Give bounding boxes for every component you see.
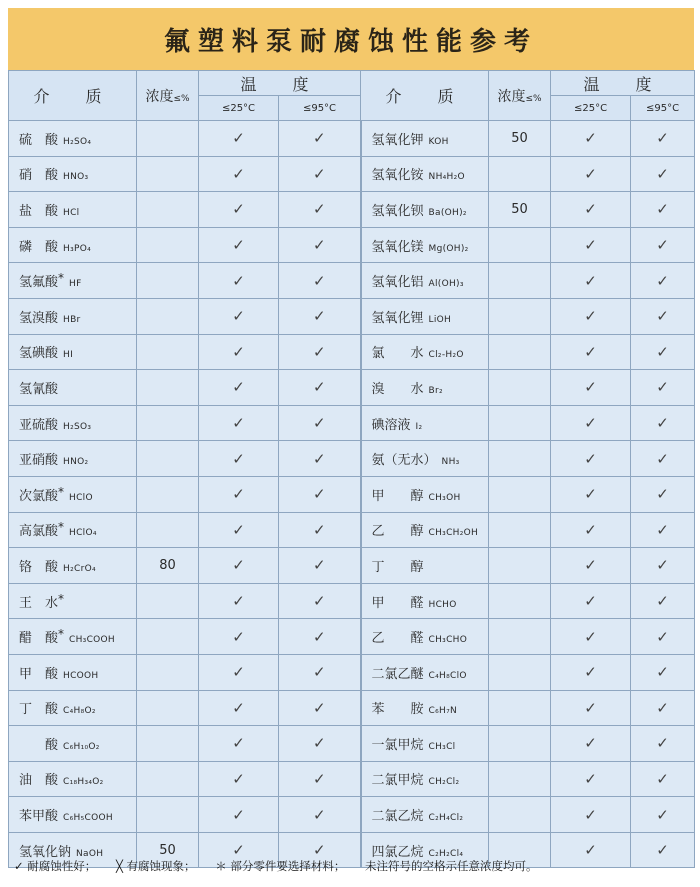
check-25c-cell: ✓ (199, 654, 279, 690)
medium-name: 丁 醇 (371, 559, 424, 575)
temperature-header-left: 温 度 (199, 71, 361, 96)
check-95c-cell: ✓ (279, 797, 361, 833)
concentration-cell (137, 192, 199, 228)
medium-name-cell (361, 441, 489, 477)
concentration-cell (489, 334, 551, 370)
check-25c-cell: ✓ (199, 405, 279, 441)
concentration-cell (489, 690, 551, 726)
concentration-cell (137, 298, 199, 334)
medium-name-cell (9, 619, 137, 655)
check-95c-cell: ✓ (631, 370, 695, 406)
concentration-cell (489, 370, 551, 406)
concentration-cell (489, 761, 551, 797)
table-body (9, 121, 695, 868)
temp-high-header-left: ≤95°C (279, 96, 361, 121)
medium-name-cell (9, 405, 137, 441)
concentration-cell (489, 654, 551, 690)
medium-name-cell (9, 690, 137, 726)
medium-name: 铬 酸 (19, 559, 59, 575)
chemical-formula: CH₃Cl (428, 741, 456, 752)
medium-name-cell (361, 121, 489, 157)
check-95c-cell: ✓ (279, 690, 361, 726)
table-row (9, 192, 695, 228)
check-95c-cell: ✓ (631, 405, 695, 441)
concentration-cell (489, 263, 551, 299)
check-95c-cell: ✓ (631, 548, 695, 584)
check-95c-cell: ✓ (631, 476, 695, 512)
check-95c-cell: ✓ (631, 654, 695, 690)
check-25c-cell: ✓ (551, 334, 631, 370)
concentration-cell (137, 263, 199, 299)
medium-name-cell (9, 298, 137, 334)
medium-name: 二氯甲烷 (371, 773, 424, 789)
check-95c-cell: ✓ (279, 334, 361, 370)
check-25c-cell: ✓ (551, 726, 631, 762)
legend-blank-note: 未注符号的空格示任意浓度均可。 (365, 859, 538, 873)
chemical-formula: HClO₄ (69, 528, 97, 539)
check-95c-cell: ✓ (631, 334, 695, 370)
check-25c-cell: ✓ (551, 227, 631, 263)
medium-name-cell (9, 583, 137, 619)
table-row (9, 227, 695, 263)
check-25c-cell: ✓ (199, 263, 279, 299)
check-25c-cell: ✓ (199, 690, 279, 726)
chemical-formula: I₂ (415, 421, 423, 432)
chemical-formula: C₄H₈O₂ (63, 706, 96, 717)
check-95c-cell: ✓ (279, 370, 361, 406)
medium-name: 一氯甲烷 (371, 737, 424, 753)
medium-name-cell (361, 227, 489, 263)
check-25c-cell: ✓ (551, 619, 631, 655)
chemical-formula: H₂SO₃ (63, 421, 92, 432)
medium-name-cell (9, 441, 137, 477)
medium-name: 氢氧化镁 (371, 239, 424, 255)
chemical-formula: CH₃OH (428, 492, 461, 503)
concentration-cell (137, 619, 199, 655)
chemical-formula: C₁₈H₃₄O₂ (63, 777, 104, 788)
check-95c-cell: ✓ (279, 192, 361, 228)
asterisk-mark: * (58, 271, 65, 286)
chemical-formula: Cl₂-H₂O (428, 350, 464, 361)
check-95c-cell: ✓ (279, 227, 361, 263)
check-25c-cell: ✓ (199, 156, 279, 192)
check-25c-cell: ✓ (199, 726, 279, 762)
check-25c-cell: ✓ (551, 192, 631, 228)
medium-name-cell (9, 761, 137, 797)
concentration-cell (137, 761, 199, 797)
table-row (9, 654, 695, 690)
check-25c-cell: ✓ (551, 548, 631, 584)
check-25c-cell: ✓ (199, 121, 279, 157)
medium-name-cell (361, 797, 489, 833)
table-row (9, 797, 695, 833)
medium-name-cell (9, 334, 137, 370)
check-25c-cell: ✓ (199, 441, 279, 477)
medium-name-cell (9, 263, 137, 299)
medium-name-cell (9, 797, 137, 833)
medium-name: 硝 酸 (19, 168, 59, 184)
table-row (9, 761, 695, 797)
chemical-formula: HCl (63, 207, 80, 218)
medium-name: 氯 水 (371, 346, 424, 362)
medium-name: 苯甲酸 (19, 809, 59, 825)
check-25c-cell: ✓ (199, 548, 279, 584)
check-95c-cell: ✓ (631, 832, 695, 868)
chemical-formula: NH₃ (441, 457, 460, 468)
check-25c-cell: ✓ (551, 512, 631, 548)
chemical-formula: HCHO (428, 599, 457, 610)
medium-name-cell (9, 726, 137, 762)
medium-name: 甲 醛 (371, 595, 424, 611)
check-95c-cell: ✓ (279, 619, 361, 655)
medium-name: 氢氰酸 (19, 381, 59, 397)
medium-name: 氢氧化铝 (371, 275, 424, 291)
table-row (9, 583, 695, 619)
medium-name-cell (9, 548, 137, 584)
medium-name: 氢氟酸 (19, 275, 59, 291)
check-95c-cell: ✓ (631, 298, 695, 334)
check-25c-cell: ✓ (551, 298, 631, 334)
check-95c-cell: ✓ (279, 263, 361, 299)
medium-name-cell (361, 263, 489, 299)
medium-header-left: 介 质 (9, 71, 137, 121)
concentration-header-left: 浓度≤% (137, 71, 199, 121)
check-95c-cell: ✓ (631, 583, 695, 619)
concentration-cell (489, 548, 551, 584)
medium-name-cell (361, 370, 489, 406)
check-95c-cell: ✓ (631, 690, 695, 726)
concentration-cell (489, 156, 551, 192)
check-25c-cell: ✓ (551, 405, 631, 441)
check-95c-cell: ✓ (631, 263, 695, 299)
concentration-cell: 80 (137, 548, 199, 584)
medium-name-cell (9, 654, 137, 690)
medium-name: 四氯乙烷 (371, 844, 424, 860)
concentration-cell (137, 227, 199, 263)
check-95c-cell: ✓ (279, 476, 361, 512)
medium-name: 高氯酸 (19, 524, 59, 540)
concentration-cell (489, 227, 551, 263)
check-25c-cell: ✓ (199, 583, 279, 619)
check-95c-cell: ✓ (279, 548, 361, 584)
chemical-formula: C₆H₇N (428, 706, 458, 717)
concentration-cell (489, 619, 551, 655)
legend-resistant: ✓ 耐腐蚀性好； (14, 859, 97, 873)
check-95c-cell: ✓ (279, 761, 361, 797)
chemical-formula: Mg(OH)₂ (428, 243, 469, 254)
concentration-cell (137, 512, 199, 548)
medium-name: 次氯酸 (19, 488, 59, 504)
table-row (9, 298, 695, 334)
concentration-cell (489, 405, 551, 441)
medium-name: 氢氧化锂 (371, 310, 424, 326)
legend (14, 858, 694, 874)
check-25c-cell: ✓ (551, 370, 631, 406)
medium-name: 乙 醇 (371, 524, 424, 540)
check-95c-cell: ✓ (631, 761, 695, 797)
check-25c-cell: ✓ (199, 512, 279, 548)
check-95c-cell: ✓ (631, 227, 695, 263)
check-25c-cell: ✓ (551, 832, 631, 868)
table-row (9, 619, 695, 655)
table-row (9, 726, 695, 762)
check-95c-cell: ✓ (631, 441, 695, 477)
table-row (9, 512, 695, 548)
table-row (9, 441, 695, 477)
table-row (9, 263, 695, 299)
temp-high-header-right: ≤95°C (631, 96, 695, 121)
check-25c-cell: ✓ (199, 761, 279, 797)
check-95c-cell: ✓ (631, 156, 695, 192)
concentration-cell (489, 476, 551, 512)
medium-name-cell (361, 512, 489, 548)
check-95c-cell: ✓ (631, 726, 695, 762)
concentration-cell: 50 (137, 832, 199, 868)
asterisk-mark: * (58, 520, 65, 535)
medium-name: 醋 酸 (19, 631, 59, 647)
medium-name: 氢氧化钡 (371, 203, 424, 219)
concentration-cell (489, 441, 551, 477)
concentration-cell: 50 (489, 121, 551, 157)
chemical-formula: Br₂ (428, 385, 443, 396)
medium-name: 硫 酸 (19, 132, 59, 148)
medium-name: 苯 胺 (371, 702, 424, 718)
concentration-header-right: 浓度≤% (489, 71, 551, 121)
concentration-cell (489, 797, 551, 833)
medium-name-cell (9, 476, 137, 512)
medium-name-cell (361, 690, 489, 726)
check-95c-cell: ✓ (279, 726, 361, 762)
check-25c-cell: ✓ (199, 334, 279, 370)
medium-name: 氢氧化钾 (371, 132, 424, 148)
concentration-cell (137, 334, 199, 370)
medium-name: 氨（无水） (371, 453, 437, 469)
temp-low-header-left: ≤25°C (199, 96, 279, 121)
medium-name-cell (9, 370, 137, 406)
check-95c-cell: ✓ (631, 797, 695, 833)
concentration-cell (137, 156, 199, 192)
corrosion-table (8, 70, 695, 868)
concentration-cell (137, 654, 199, 690)
table-row (9, 405, 695, 441)
check-95c-cell: ✓ (631, 512, 695, 548)
medium-name: 王 水 (19, 595, 59, 611)
chemical-formula: LiOH (428, 314, 452, 325)
table-row (9, 548, 695, 584)
concentration-cell (489, 298, 551, 334)
concentration-cell (137, 726, 199, 762)
check-25c-cell: ✓ (199, 370, 279, 406)
check-25c-cell: ✓ (199, 476, 279, 512)
check-25c-cell: ✓ (551, 690, 631, 726)
concentration-cell (137, 690, 199, 726)
asterisk-mark: * (58, 627, 65, 642)
medium-name: 氢氧化铵 (371, 168, 424, 184)
chemical-formula: C₆H₅COOH (63, 813, 113, 824)
check-25c-cell: ✓ (551, 441, 631, 477)
chemical-formula: H₃PO₄ (63, 243, 92, 254)
medium-name: 氢碘酸 (19, 346, 59, 362)
check-25c-cell: ✓ (551, 654, 631, 690)
table-row (9, 334, 695, 370)
concentration-cell: 50 (489, 192, 551, 228)
check-25c-cell: ✓ (551, 156, 631, 192)
concentration-cell (489, 512, 551, 548)
check-95c-cell: ✓ (279, 441, 361, 477)
page-title: 氟塑料泵耐腐蚀性能参考 (163, 26, 538, 57)
check-95c-cell: ✓ (631, 121, 695, 157)
check-25c-cell: ✓ (199, 192, 279, 228)
medium-name-cell (361, 619, 489, 655)
check-95c-cell: ✓ (279, 654, 361, 690)
concentration-cell (137, 405, 199, 441)
check-95c-cell: ✓ (279, 832, 361, 868)
check-25c-cell: ✓ (199, 619, 279, 655)
check-25c-cell: ✓ (551, 121, 631, 157)
check-95c-cell: ✓ (279, 121, 361, 157)
medium-name: 丁 酸 (19, 702, 59, 718)
medium-name: 溴 水 (371, 381, 424, 397)
chemical-formula: HNO₂ (63, 457, 89, 468)
table-row (9, 690, 695, 726)
chemical-formula: CH₂Cl₂ (428, 777, 460, 788)
chemical-formula: HNO₃ (63, 172, 89, 183)
chemical-formula: HBr (63, 314, 81, 325)
medium-name: 二氯乙醚 (371, 666, 424, 682)
medium-header-right: 介 质 (361, 71, 489, 121)
medium-name-cell (9, 512, 137, 548)
medium-name-cell (9, 227, 137, 263)
check-95c-cell: ✓ (279, 405, 361, 441)
chemical-formula: C₂H₂Cl₄ (428, 848, 464, 859)
medium-name-cell (361, 192, 489, 228)
concentration-cell (137, 441, 199, 477)
medium-name-cell (361, 476, 489, 512)
table-row (9, 121, 695, 157)
legend-corroded: ╳ 有腐蚀现象； (115, 859, 196, 873)
check-95c-cell: ✓ (279, 156, 361, 192)
chemical-formula: C₂H₄Cl₂ (428, 813, 464, 824)
medium-name-cell (361, 761, 489, 797)
check-25c-cell: ✓ (551, 761, 631, 797)
chemical-formula: NH₄H₂O (428, 172, 465, 183)
chemical-formula: Ba(OH)₂ (428, 207, 467, 218)
medium-name-cell (9, 121, 137, 157)
chemical-formula: KOH (428, 136, 449, 147)
chemical-formula: HClO (69, 492, 93, 503)
medium-name-cell (361, 298, 489, 334)
medium-name-cell (361, 334, 489, 370)
medium-name-cell (9, 156, 137, 192)
medium-name: 亚硝酸 (19, 453, 59, 469)
check-25c-cell: ✓ (199, 298, 279, 334)
check-95c-cell: ✓ (279, 298, 361, 334)
check-95c-cell: ✓ (631, 619, 695, 655)
concentration-cell (137, 121, 199, 157)
check-25c-cell: ✓ (199, 832, 279, 868)
concentration-cell (137, 476, 199, 512)
medium-name: 酸 (19, 737, 59, 753)
medium-name-cell (9, 192, 137, 228)
medium-name: 甲 酸 (19, 666, 59, 682)
medium-name: 二氯乙烷 (371, 809, 424, 825)
check-25c-cell: ✓ (551, 583, 631, 619)
medium-name-cell (361, 654, 489, 690)
chemical-formula: HF (69, 279, 82, 290)
medium-name-cell (361, 726, 489, 762)
concentration-cell (137, 370, 199, 406)
chemical-formula: H₂CrO₄ (63, 563, 96, 574)
chemical-formula: HCOOH (63, 670, 99, 681)
chemical-formula: CH₃CH₂OH (428, 528, 479, 539)
chemical-formula: H₂SO₄ (63, 136, 92, 147)
medium-name: 油 酸 (19, 773, 59, 789)
table-row (9, 476, 695, 512)
chemical-formula: CH₃COOH (69, 635, 115, 646)
chemical-formula: C₄H₈ClO (428, 670, 467, 681)
medium-name-cell (361, 548, 489, 584)
check-95c-cell: ✓ (631, 192, 695, 228)
table-row (9, 370, 695, 406)
medium-name-cell (361, 583, 489, 619)
asterisk-mark: * (58, 591, 65, 606)
chemical-formula: Al(OH)₃ (428, 279, 464, 290)
asterisk-mark: * (58, 484, 65, 499)
chemical-formula: C₆H₁₀O₂ (63, 741, 100, 752)
concentration-cell (137, 583, 199, 619)
check-25c-cell: ✓ (551, 476, 631, 512)
check-95c-cell: ✓ (279, 583, 361, 619)
concentration-cell (489, 583, 551, 619)
temperature-header-right: 温 度 (551, 71, 695, 96)
check-95c-cell: ✓ (279, 512, 361, 548)
concentration-cell (489, 726, 551, 762)
medium-name: 氢氧化钠 (19, 844, 72, 860)
medium-name-cell (361, 156, 489, 192)
check-25c-cell: ✓ (199, 797, 279, 833)
medium-name: 乙 醛 (371, 631, 424, 647)
medium-name: 亚硫酸 (19, 417, 59, 433)
check-25c-cell: ✓ (551, 263, 631, 299)
medium-name: 碘溶液 (371, 417, 411, 433)
chemical-formula: CH₃CHO (428, 635, 468, 646)
title-bar (8, 8, 694, 70)
check-25c-cell: ✓ (551, 797, 631, 833)
temp-low-header-right: ≤25°C (551, 96, 631, 121)
chemical-formula: NaOH (76, 848, 104, 859)
concentration-cell (137, 797, 199, 833)
medium-name: 磷 酸 (19, 239, 59, 255)
check-25c-cell: ✓ (199, 227, 279, 263)
table-row (9, 156, 695, 192)
medium-name: 甲 醇 (371, 488, 424, 504)
medium-name: 氢溴酸 (19, 310, 59, 326)
chemical-formula: HI (63, 350, 74, 361)
medium-name-cell (361, 405, 489, 441)
legend-star-note: ＊ 部分零件要选择材料； (215, 859, 346, 873)
medium-name: 盐 酸 (19, 203, 59, 219)
